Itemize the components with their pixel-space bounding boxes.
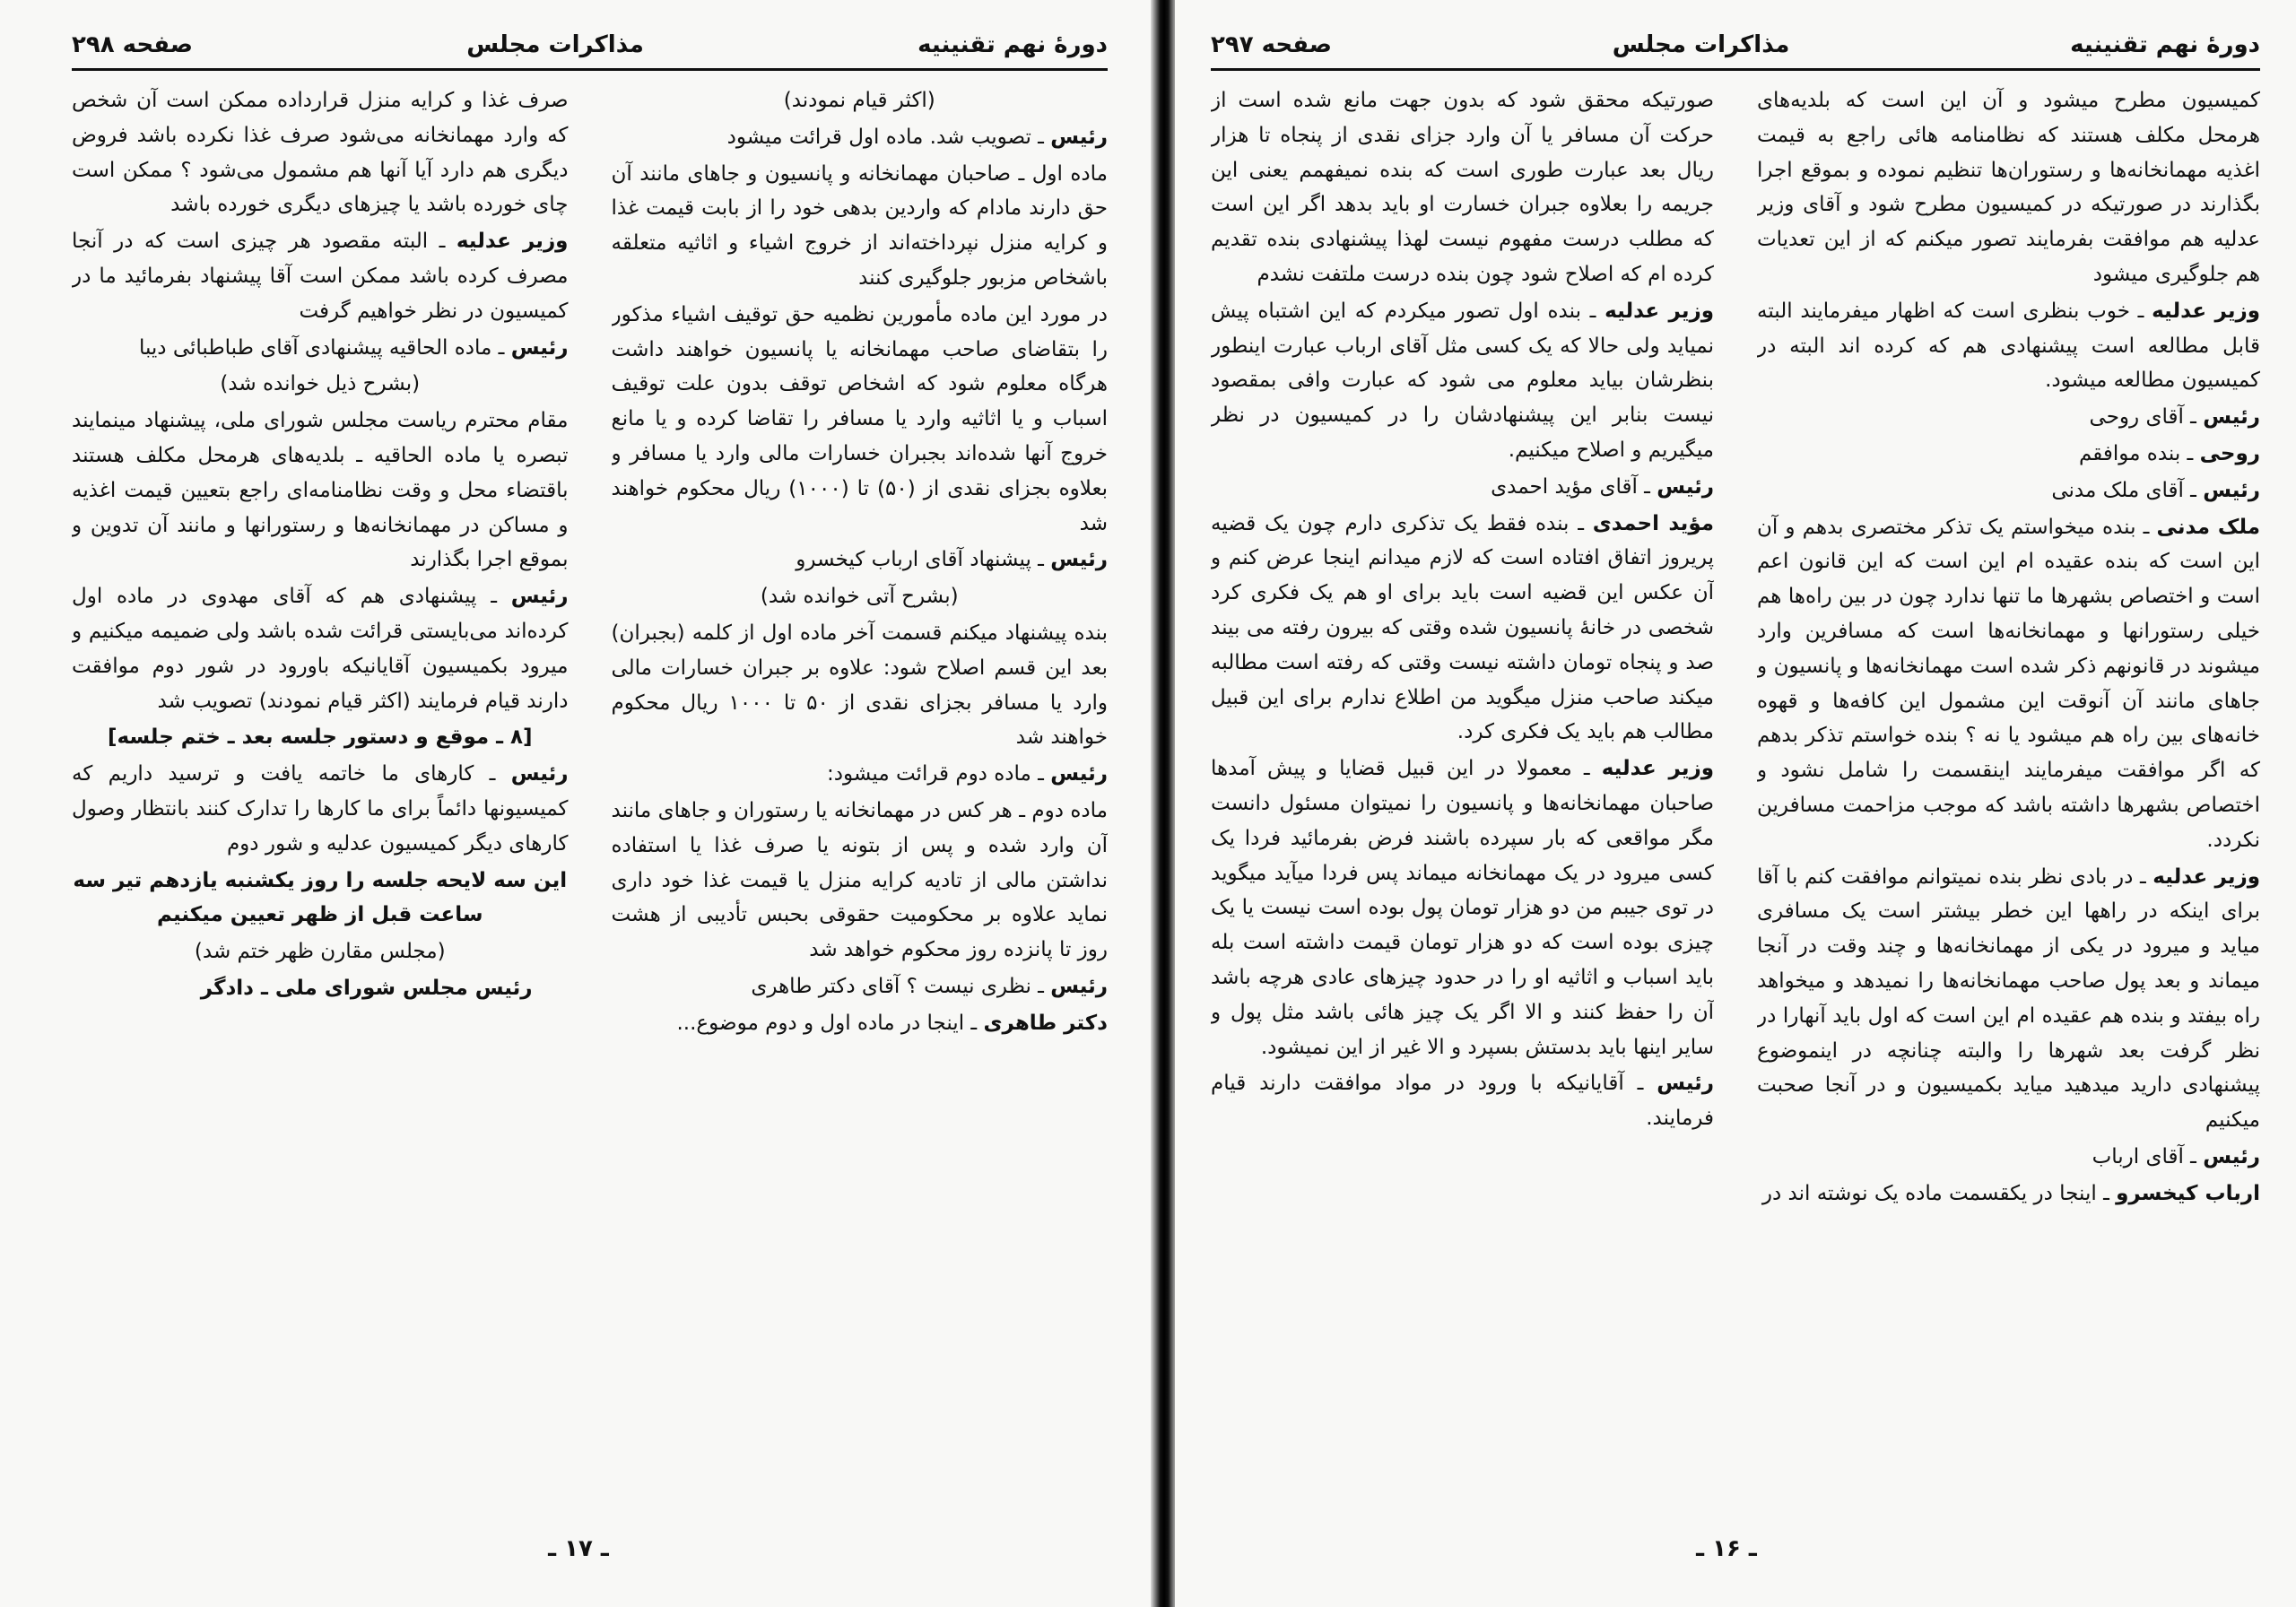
speech-paragraph bbox=[72, 757, 569, 861]
speech-text: ـ اینجا در ماده اول و دوم موضوع... bbox=[676, 1011, 984, 1035]
speaker-name: وزیر عدلیه bbox=[2152, 299, 2260, 323]
speech-text: ـ کارهای ما خاتمه یافت و ترسید داریم که کمیسیونها دائماً برای ما کارها را تدارک کنند بانتظار وصول کارهای دیگر کمیسیون عدلیه و شور دوم bbox=[72, 762, 569, 856]
speech-paragraph bbox=[1211, 507, 1714, 751]
speech-text: ـ بنده موافقم bbox=[2078, 441, 2200, 465]
speaker-name: رئیس bbox=[1050, 762, 1108, 786]
speech-paragraph bbox=[1757, 1140, 2260, 1175]
speaker-name: رئیس bbox=[1050, 548, 1108, 572]
speech-text: ـ اینجا در یکقسمت ماده یک نوشته اند در bbox=[1761, 1181, 2117, 1205]
speech-text: ـ آقای ملک مدنی bbox=[2051, 478, 2204, 502]
speech-text: ـ معمولا در این قبیل قضایا و پیش آمدها صاحبان مهمانخانه‌ها و پانسیون را نمیتوان مسئول دانست مگر مواقعی که بار سپرده باشند فرض بفرمائید فردا یک کسی میرود در یک مهمانخانه میماند پس فردا میآید میگوید در توی جیبم من دو هزار تومان پول بوده است نیست یا یک چیزی بوده است که دو هزار تومان قیمت داشته است بله باید اسباب و اثاثیه او را در حدود چیزهای عادی هرچه باشد آن را حفظ کنند و الا اگر یک چیز هائی باشد مثل پول و سایر اینها باید بدستش بسپرد و الا غیر از این نمیشود. bbox=[1211, 757, 1714, 1059]
body-paragraph: ماده دوم ـ هر کس در مهمانخانه یا رستوران و جاهای مانند آن وارد شده و پس از بتونه یا صرف غذا یا استفاده نداشتن مالی از تادیه کرایه منزل یا قیمت غذا خود داری نماید علاوه بر محکومیت حقوقی بحبس تأدیبی از هشت روز تا پانزده روز محکوم خواهد شد bbox=[611, 798, 1108, 962]
speech-text: ـ بنده فقط یک تذکری دارم چون یک قضیه پریروز اتفاق افتاده است که لازم میدانم اینجا عرض کنم و آن عکس این قضیه است باید برای او هم یک فکری کرد شخصی در خانهٔ پانسیون شده وقتی که بیرون رفته می بیند صد و پنجاه تومان داشته نیست وقتی که رفته است مطالبه میکند صاحب منزل میگوید من اطلاع ندارم برای این قبیل مطالب هم باید یک فکری کرد. bbox=[1211, 511, 1714, 744]
speech-paragraph bbox=[72, 224, 569, 328]
body-paragraph: در مورد این ماده مأمورین نظمیه حق توقیف اشیاء مذکور را بتقاضای صاحب مهمانخانه یا پانسیون خواهند داشت هرگاه معلوم شود که اشخاص توقف بدون علت توقیف اسباب و یا اثاثیه وارد یا مسافر را تقاضا کرده و یا مانع خروج آنها شده‌اند بجبران خسارات مالی وارد یا مسافر و بعلاوه بجزای نقدی از (۵۰) تا (۱۰۰۰) ریال محکوم خواهند شد bbox=[611, 302, 1108, 535]
speech-text: ـ خوب بنظری است که اظهار میفرمایند البته قابل مطالعه است پیشنهادی هم که کرده اند البته در کمیسیون مطالعه میشود. bbox=[1757, 299, 2260, 393]
speaker-name: رئیس bbox=[510, 335, 569, 360]
text-columns bbox=[72, 83, 1108, 1545]
speaker-name: ملک مدنی bbox=[2156, 515, 2260, 539]
header-title: مذاکرات مجلس bbox=[1612, 31, 1790, 58]
speech-paragraph bbox=[1211, 470, 1714, 505]
speech-paragraph bbox=[1757, 400, 2260, 435]
speaker-name: رئیس bbox=[1050, 125, 1108, 149]
speech-text: ـ ماده الحاقیه پیشنهادی آقای طباطبائی دیبا bbox=[138, 335, 511, 360]
page-header bbox=[1211, 27, 2260, 71]
speech-paragraph bbox=[612, 969, 1109, 1004]
speech-text: ـ در بادی نظر بنده نمیتوانم موافقت کنم با آقا برای اینکه در راهها این خطر بیشتر است یک مسافری میاید و میرود در یکی از مهمانخانه‌ها و چند وقت در آنجا میماند و بعد پول صاحب مهمانخانه‌ها را نمیدهد و میخواهد راه بیفتد و بنده هم عقیده ام این است که اول باید آنهارا در نظر گرفت بعد شهرها را والبته چنانچه در اینموضوع پیشنهادی دارید میدهید میاید بکمیسیون و در آنجا صحبت میکنیم bbox=[1757, 864, 2260, 1133]
speech-paragraph bbox=[72, 331, 569, 366]
speaker-name: رئیس bbox=[1657, 1072, 1714, 1096]
centered-note: (اکثر قیام نمودند) bbox=[783, 89, 935, 112]
speech-text: ـ بنده اول تصور میکردم که این اشتباه پیش نمیاید ولی حالا که یک کسی مثل آقای ارباب عبارت اینطور بنظرشان بیاید معلوم می شود که عبارت وافی بمقصود نیست بنابر این پیشنهادشان را در کمیسیون در نظر میگیریم و اصلاح میکنیم. bbox=[1211, 299, 1714, 462]
speech-paragraph bbox=[1211, 294, 1714, 468]
speech-paragraph bbox=[1211, 1066, 1714, 1136]
speech-paragraph bbox=[612, 1006, 1109, 1041]
body-paragraph: کمیسیون مطرح میشود و آن این است که بلدیه‌های هرمحل مکلف هستند که نظامنامه هائی راجع به قیمت اغذیه مهمانخانه‌ها و رستوران‌ها تنظیم نموده و بموقع اجرا بگذارند در صورتیکه در کمیسیون مطرح شود و آقای وزیر عدلیه هم موافقت بفرمایند تصور میکنم که از این تعدیات هم جلوگیری میشود bbox=[1757, 89, 2260, 286]
centered-note: (بشرح آتی خوانده شد) bbox=[760, 585, 959, 609]
speech-paragraph bbox=[1757, 510, 2260, 858]
page-number: ـ ۱۶ ـ bbox=[1696, 1535, 1757, 1562]
speech-paragraph bbox=[612, 120, 1109, 155]
column-left bbox=[1211, 83, 1714, 1545]
book-gutter bbox=[1151, 0, 1178, 1607]
body-paragraph: صرف غذا و کرایه منزل قرارداده ممکن است آن شخص که وارد مهمانخانه می‌شود صرف غذا نکرده باشد فروض دیگری هم دارد آیا آنها هم مشمول می‌شود ؟ ممکن است چای خورده باشد یا چیزهای دیگری خورده باشد bbox=[72, 89, 569, 217]
column-right bbox=[612, 83, 1109, 1545]
body-paragraph: بنده پیشنهاد میکنم قسمت آخر ماده اول از کلمه (بجبران) بعد این قسم اصلاح شود: علاوه بر جبران خسارات مالی وارد یا مسافر بجزای نقدی از ۵۰ تا ۱۰۰۰ ریال محکوم خواهند شد bbox=[611, 621, 1108, 750]
speech-text: ـ آقای مؤید احمدی bbox=[1491, 474, 1657, 499]
speaker-name: رئیس bbox=[1050, 974, 1108, 998]
header-page-label: صفحه ۲۹۷ bbox=[1211, 31, 1333, 58]
speech-text: ـ البته مقصود هر چیزی است که در آنجا مصرف کرده باشد ممکن است آقا پیشنهاد بفرمائید ما در کمیسیون در نظر خواهیم گرفت bbox=[72, 230, 569, 323]
speaker-name: مؤید احمدی bbox=[1592, 511, 1714, 535]
section-heading: [۸ ـ موقع و دستور جلسه بعد ـ ختم جلسه] bbox=[107, 725, 533, 750]
header-session: دورهٔ نهم تقنینیه bbox=[2070, 31, 2260, 58]
speaker-name: وزیر عدلیه bbox=[1601, 757, 1714, 781]
header-session: دورهٔ نهم تقنینیه bbox=[918, 31, 1108, 58]
header-page-label: صفحه ۲۹۸ bbox=[72, 31, 194, 58]
speaker-name: وزیر عدلیه bbox=[2152, 864, 2260, 889]
speaker-name: رئیس bbox=[2203, 478, 2260, 502]
centered-note: (مجلس مقارن ظهر ختم شد) bbox=[194, 940, 446, 964]
speaker-name: رئیس bbox=[510, 585, 569, 609]
centered-note: (بشرح ذیل خوانده شد) bbox=[220, 372, 421, 396]
speaker-name: رئیس bbox=[510, 762, 569, 786]
text-columns bbox=[1211, 83, 2260, 1545]
speaker-name: دکتر طاهری bbox=[983, 1011, 1108, 1035]
speech-text: ـ آقایانیکه با ورود در مواد موافقت دارند قیام فرمایند. bbox=[1211, 1072, 1714, 1131]
speech-text: ـ آقای روحی bbox=[2089, 405, 2204, 430]
page-number: ـ ۱۷ ـ bbox=[548, 1535, 609, 1562]
speech-paragraph bbox=[1757, 294, 2260, 398]
speech-paragraph bbox=[1757, 473, 2260, 508]
speech-paragraph bbox=[72, 579, 569, 718]
speech-text: ـ بنده میخواستم یک تذکر مختصری بدهم و آن این است که بنده عقیده ام این است که این قانون اعم است و اختصاص بشهرها ما تنها ندارد چون در بین راه‌ها هم خیلی رستورانها و مهمانخانه‌ها است که مسافرین وارد میشوند در قانونهم ذکر شده است مهمانخانه‌ها و پانسیون و جاهای مانند آن آنوقت این مشمول این کافه‌ها و قهوه خانه‌های بین راه هم میشود یا نه ؟ بنده خواستم تذکر بدهم که اگر موافقت میفرمایند اینقسمت را شامل نشود و اختصاص بشهرها داشته باشد که موجب مزاحمت مسافرین نکردد. bbox=[1757, 515, 2260, 852]
body-paragraph: مقام محترم ریاست مجلس شورای ملی، پیشنهاد مینمایند تبصره یا ماده الحاقیه ـ بلدیه‌های هرمحل مکلف هستند باقتضاء محل و وقت نظامنامه‌ای راجع بتعیین قیمت اغذیه و مساکن در مهمانخانه‌ها و رستورانها و مانند آن تدوین و بموقع اجرا بگذارند bbox=[72, 409, 569, 572]
header-title: مذاکرات مجلس bbox=[466, 31, 644, 58]
speaker-name: رئیس bbox=[2203, 405, 2260, 430]
speech-text: ـ پیشنهادی هم که آقای مهدوی در ماده اول کرده‌اند می‌بایستی قرائت شده باشد ولی ضمیمه میکنیم و میرود بکمیسیون آقایانیکه باورود در شور دوم موافقت دارند قیام فرمایند (اکثر قیام نمودند) تصویب شد bbox=[72, 585, 569, 713]
body-paragraph: صورتیکه محقق شود که بدون جهت مانع شده است از حرکت آن مسافر یا آن وارد جزای نقدی از پنجاه تا هزار ریال بعد عبارت طوری است که بنده نمیفهمم یعنی این جریمه را بعلاوه جبران خسارت او باید بدهد اگر این است که مطلب درست مفهوم نیست لهذا پیشنهادی بنده تقدیم کرده ام که اصلاح شود چون بنده درست ملتفت نشدم bbox=[1211, 89, 1714, 286]
speaker-name: ارباب کیخسرو bbox=[2116, 1181, 2260, 1205]
speech-paragraph bbox=[612, 757, 1109, 792]
right-page bbox=[1175, 0, 2296, 1607]
speaker-name: وزیر عدلیه bbox=[456, 230, 569, 254]
page-header bbox=[72, 27, 1108, 71]
speech-paragraph bbox=[1757, 860, 2260, 1138]
speaker-name: وزیر عدلیه bbox=[1605, 299, 1714, 323]
speech-text: ـ تصویب شد. ماده اول قرائت میشود bbox=[726, 125, 1051, 149]
signature-line: رئیس مجلس شورای ملی ـ دادگر bbox=[200, 976, 533, 1000]
section-heading: این سه لایحه جلسه را روز یکشنبه یازدهم تیر سه ساعت قبل از ظهر تعیین میکنیم bbox=[73, 868, 568, 927]
column-left bbox=[72, 83, 569, 1545]
speech-text: ـ پیشنهاد آقای ارباب کیخسرو bbox=[796, 548, 1051, 572]
column-right bbox=[1757, 83, 2260, 1545]
speech-paragraph bbox=[1757, 437, 2260, 472]
speech-paragraph bbox=[612, 543, 1109, 578]
speaker-name: رئیس bbox=[1657, 474, 1714, 499]
speech-paragraph bbox=[1757, 1177, 2260, 1212]
speech-text: ـ ماده دوم قرائت میشود: bbox=[827, 762, 1051, 786]
speaker-name: روحی bbox=[2199, 441, 2260, 465]
body-paragraph: ماده اول ـ صاحبان مهمانخانه و پانسیون و جاهای مانند آن حق دارند مادام که واردین بدهی خود را از بابت قیمت غذا و کرایه منزل نپرداخته‌اند از خروج اشیاء و اثاثیه متعلقه باشخاص مزبور جلوگیری کنند bbox=[611, 161, 1108, 290]
speaker-name: رئیس bbox=[2203, 1144, 2260, 1168]
speech-text: ـ آقای ارباب bbox=[2092, 1144, 2204, 1168]
speech-paragraph bbox=[1211, 751, 1714, 1064]
speech-text: ـ نظری نیست ؟ آقای دکتر طاهری bbox=[751, 974, 1051, 998]
